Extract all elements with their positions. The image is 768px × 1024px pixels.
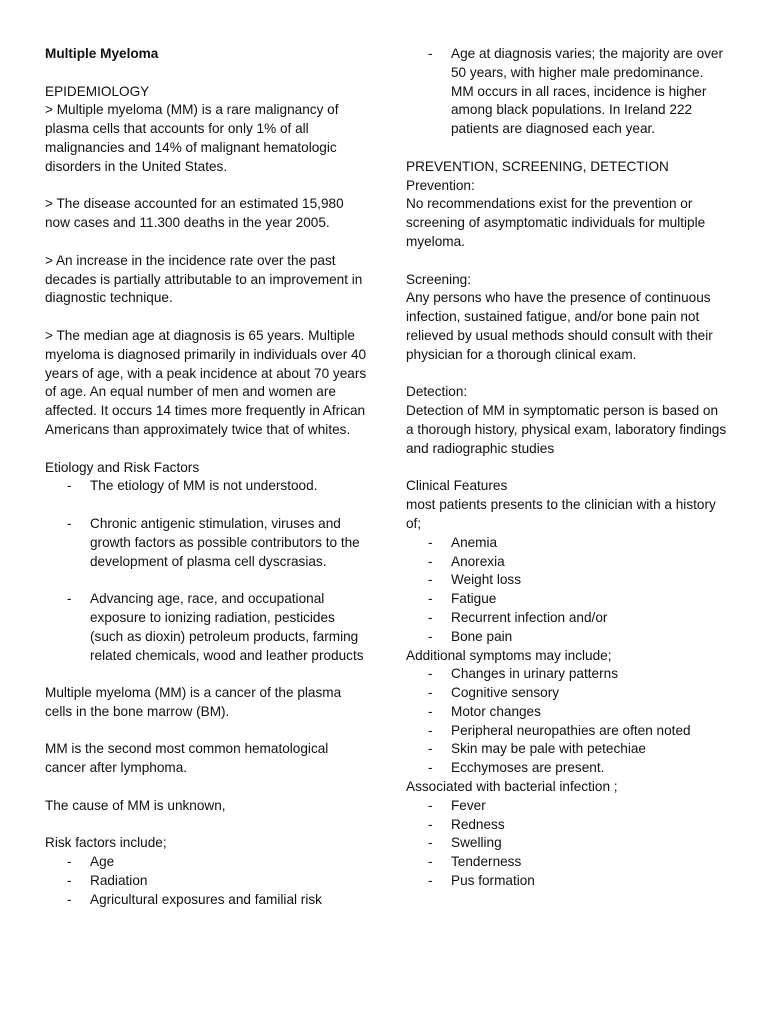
list-item (406, 590, 728, 609)
clinical-intro: most patients presents to the clinician with a history of; (406, 497, 716, 531)
list-item (406, 628, 728, 647)
bullet-dash: - (428, 854, 433, 870)
epidemiology-paragraph: > An increase in the incidence rate over the past decades is partially attributable to an improvement in diagnostic technique. (45, 252, 363, 306)
bacterial-infection-heading: Associated with bacterial infection ; (406, 779, 618, 795)
list-item (406, 853, 728, 872)
detection-label: Detection: (406, 384, 468, 400)
document-title: Multiple Myeloma (45, 46, 159, 61)
bullet-dash: - (428, 816, 433, 832)
bullet-dash: - (428, 534, 433, 550)
bullet-dash: - (428, 873, 433, 889)
clinical-features-heading: Clinical Features (406, 478, 508, 494)
list-item (45, 477, 370, 496)
list-item (406, 872, 728, 891)
epidemiology-paragraph: > The disease accounted for an estimated 15,980 now cases and 11.300 deaths in the year 2005. (45, 196, 344, 231)
prevention-label: Prevention: (406, 177, 475, 193)
list-item-text: Radiation (90, 873, 148, 889)
list-item-text: Fever (451, 797, 486, 813)
bullet-dash: - (428, 760, 433, 776)
bullet-dash: - (67, 891, 72, 907)
list-item (406, 665, 728, 684)
mm-paragraph: Multiple myeloma (MM) is a cancer of the plasma cells in the bone marrow (BM). (45, 685, 342, 719)
bullet-dash: - (67, 873, 72, 889)
list-item (45, 872, 370, 891)
mm-paragraph: MM is the second most common hematological cancer after lymphoma. (45, 741, 329, 776)
list-item-text: Motor changes (451, 703, 541, 719)
list-item (406, 553, 728, 572)
bullet-dash: - (67, 854, 72, 870)
prevention-screening-detection-heading: PREVENTION, SCREENING, DETECTION (406, 158, 669, 174)
epidemiology-heading: EPIDEMIOLOGY (45, 83, 150, 99)
prevention-text: No recommendations exist for the prevention or screening of asymptomatic individuals for multiple myeloma. (406, 196, 706, 249)
list-item (406, 684, 728, 703)
list-item (45, 891, 370, 910)
list-item-text: Ecchymoses are present. (451, 760, 605, 776)
bullet-dash: - (428, 609, 433, 625)
bullet-dash: - (67, 591, 72, 607)
list-item (406, 534, 728, 553)
mm-paragraph: The cause of MM is unknown, (45, 797, 226, 813)
bullet-dash: - (67, 478, 72, 494)
list-item-text: Cognitive sensory (451, 685, 560, 701)
list-item-text: Anorexia (451, 553, 505, 569)
list-item-text: Tenderness (451, 854, 522, 870)
list-item (406, 816, 728, 835)
list-item-text: Peripheral neuropathies are often noted (451, 722, 691, 738)
list-item (406, 703, 728, 722)
list-item-text: Agricultural exposures and familial risk (90, 891, 322, 907)
epidemiology-paragraph: > The median age at diagnosis is 65 years. Multiple myeloma is diagnosed primarily in individuals over 40 years of age, with a peak incidence at about 70 years of age. An equal number of men and women are affected. It occurs 14 times more frequently in African Americans than approximately twice that of whites. (45, 327, 367, 437)
list-item-text: Recurrent infection and/or (451, 609, 608, 625)
list-item-text: Skin may be pale with petechiae (451, 741, 646, 757)
list-item-text: Bone pain (451, 628, 513, 644)
bullet-dash: - (428, 741, 433, 757)
bullet-dash: - (428, 797, 433, 813)
list-item (406, 45, 728, 139)
list-item-text: Redness (451, 816, 505, 832)
bullet-dash: - (428, 591, 433, 607)
list-item (45, 590, 370, 665)
bullet-dash: - (428, 46, 433, 61)
bullet-dash: - (428, 703, 433, 719)
list-item-text: Age (90, 854, 115, 870)
list-item-text: Age at diagnosis varies; the majority are over 50 years, with higher male predominance. MM occurs in all races, incidence is higher among black populations. In Ireland 222 patients are diagnosed each year. (451, 46, 724, 137)
bullet-dash: - (428, 666, 433, 682)
additional-symptoms-heading: Additional symptoms may include; (406, 647, 612, 663)
list-item-text: Weight loss (451, 572, 522, 588)
bullet-dash: - (428, 553, 433, 569)
list-item-text: Fatigue (451, 591, 497, 607)
list-item (406, 740, 728, 759)
list-item-text: Changes in urinary patterns (451, 666, 618, 682)
list-item-text: Pus formation (451, 873, 535, 889)
list-item (406, 571, 728, 590)
etiology-heading: Etiology and Risk Factors (45, 459, 200, 475)
bullet-dash: - (428, 685, 433, 701)
list-item-text: Swelling (451, 835, 502, 851)
bullet-dash: - (428, 722, 433, 738)
right-column (406, 45, 728, 891)
left-column (45, 45, 370, 910)
list-item (45, 515, 370, 571)
list-item (406, 609, 728, 628)
list-item (406, 759, 728, 778)
list-item-text: Anemia (451, 534, 498, 550)
epidemiology-paragraph: > Multiple myeloma (MM) is a rare malignancy of plasma cells that accounts for only 1% of all malignancies and 14% of malignant hematologic disorders in the United States. (45, 102, 339, 174)
list-item-text: The etiology of MM is not understood. (90, 478, 318, 494)
list-item (406, 797, 728, 816)
list-item (45, 853, 370, 872)
bullet-dash: - (428, 572, 433, 588)
bullet-dash: - (428, 628, 433, 644)
bullet-dash: - (428, 835, 433, 851)
list-item-text: Advancing age, race, and occupational exposure to ionizing radiation, pesticides (such as dioxin) petroleum products, farming related chemicals, wood and leather products (90, 591, 364, 663)
list-item-text: Chronic antigenic stimulation, viruses and growth factors as possible contributors to the development of plasma cell dyscrasias. (90, 515, 360, 569)
list-item (406, 834, 728, 853)
screening-text: Any persons who have the presence of continuous infection, sustained fatigue, and/or bone pain not relieved by usual methods should consult with their physician for a thorough clinical exam. (406, 290, 713, 362)
list-item (406, 722, 728, 741)
screening-label: Screening: (406, 271, 471, 287)
risk-factors-heading: Risk factors include; (45, 835, 167, 851)
detection-text: Detection of MM in symptomatic person is based on a thorough history, physical exam, laboratory findings and radiographic studies (406, 403, 727, 456)
bullet-dash: - (67, 515, 72, 531)
